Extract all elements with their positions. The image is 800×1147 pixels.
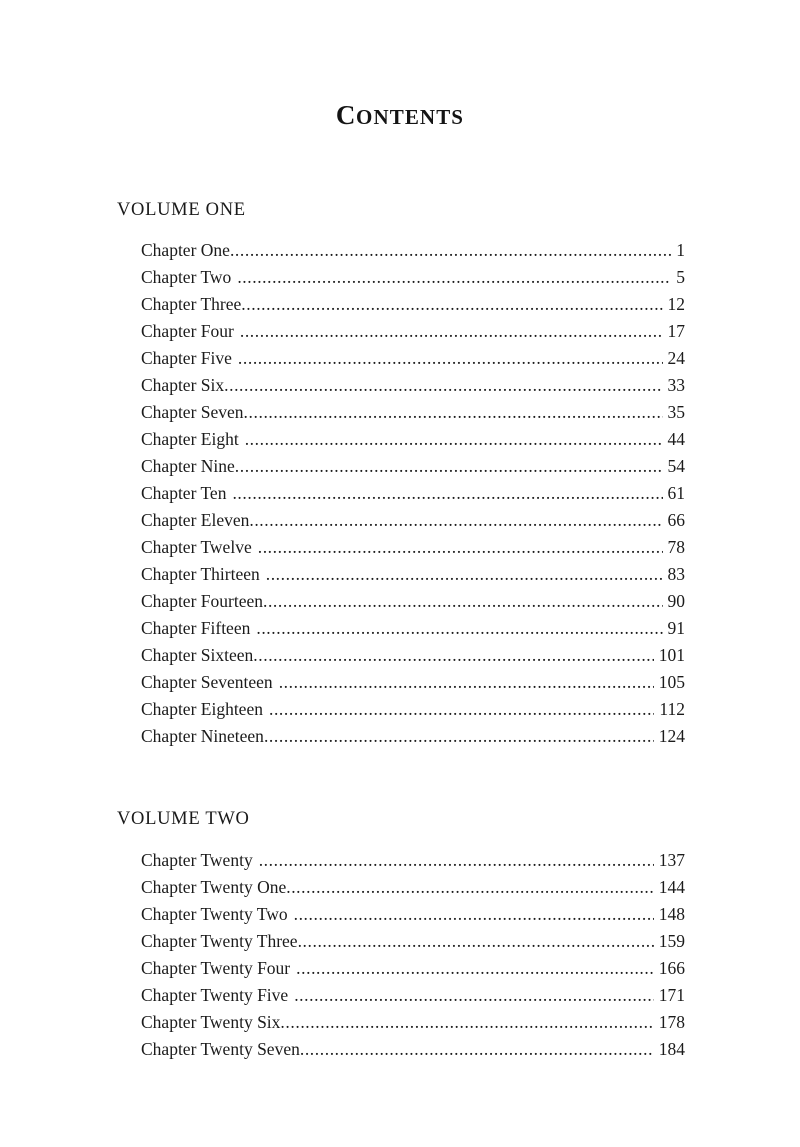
dot-leader (230, 237, 671, 264)
toc-entry-page-number: 35 (667, 402, 685, 423)
dot-leader (280, 1009, 653, 1036)
toc-entry-title: Chapter Twenty Five (141, 984, 289, 1005)
toc-entry[interactable] (141, 615, 685, 642)
toc-entry-title: Chapter Twenty Four (141, 957, 291, 978)
toc-entry-page-number: 24 (667, 348, 685, 369)
toc-entry-title: Chapter Fifteen (141, 618, 251, 639)
toc-entry[interactable] (141, 1009, 685, 1036)
toc-entry-page-number: 78 (667, 537, 685, 558)
toc-entry-page-number: 90 (667, 591, 685, 612)
toc-entry-page-number: 101 (658, 645, 685, 666)
dot-leader (266, 561, 663, 588)
dot-leader (296, 955, 654, 982)
dot-leader (269, 696, 654, 723)
dot-leader (256, 615, 662, 642)
volume-heading: VOLUME ONE (117, 200, 246, 221)
toc-entry-page-number: 44 (667, 429, 685, 450)
toc-entry[interactable] (141, 534, 685, 561)
toc-entry-title: Chapter Three (141, 294, 242, 315)
volume-block (117, 199, 685, 750)
toc-entry-page-number: 159 (658, 930, 685, 951)
toc-entry-page-number: 171 (658, 984, 685, 1005)
toc-entry-title: Chapter Eighteen (141, 699, 263, 720)
toc-entry-title: Chapter Twenty Seven (141, 1038, 300, 1059)
toc-entry-page-number: 33 (667, 375, 685, 396)
toc-entry-title: Chapter Nineteen (141, 726, 264, 747)
toc-entry[interactable] (141, 982, 685, 1009)
toc-entry-page-number: 112 (659, 699, 685, 720)
toc-entry-title: Chapter Sixteen (141, 645, 254, 666)
dot-leader (245, 426, 663, 453)
toc-entry-title: Chapter One (141, 240, 230, 261)
toc-entry-page-number: 91 (667, 618, 685, 639)
toc-entry-page-number: 83 (667, 564, 685, 585)
dot-leader (235, 453, 663, 480)
dot-leader (249, 507, 662, 534)
toc-entry-title: Chapter Seventeen (141, 672, 273, 693)
toc-entry-title: Chapter Eight (141, 429, 239, 450)
toc-entry-page-number: 17 (667, 321, 685, 342)
dot-leader (238, 345, 663, 372)
toc-entry-title: Chapter Ten (141, 483, 227, 504)
toc-entry[interactable] (141, 696, 685, 723)
toc-entry[interactable] (141, 318, 685, 345)
dot-leader (286, 874, 654, 901)
toc-entry-title: Chapter Two (141, 267, 232, 288)
toc-entry-title: Chapter Eleven (141, 510, 250, 531)
toc-entry-page-number: 144 (658, 876, 685, 897)
page-title (0, 18, 800, 129)
toc-entry[interactable] (141, 588, 685, 615)
toc-entry-page-number: 178 (658, 1011, 685, 1032)
toc-entry-page-number: 66 (667, 510, 685, 531)
dot-leader (294, 982, 654, 1009)
toc-entry[interactable] (141, 372, 685, 399)
page-title-rest: ONTENTS (356, 105, 465, 130)
dot-leader (300, 1036, 654, 1063)
dot-leader (263, 588, 663, 615)
toc-entry-title: Chapter Twelve (141, 537, 252, 558)
dot-leader (240, 318, 663, 345)
toc-entry-page-number: 124 (658, 726, 685, 747)
toc-entry-title: Chapter Twenty Three (141, 930, 298, 951)
toc-entry-title: Chapter Twenty Six (141, 1011, 281, 1032)
volume-heading: VOLUME TWO (117, 809, 250, 830)
dot-leader (258, 534, 663, 561)
dot-leader (253, 642, 653, 669)
toc-content (0, 147, 800, 1062)
toc-entry-page-number: 105 (658, 672, 685, 693)
chapter-list (117, 237, 685, 750)
dot-leader (241, 291, 662, 318)
toc-entry[interactable] (141, 453, 685, 480)
dot-leader (244, 399, 663, 426)
toc-entry-title: Chapter Twenty One (141, 876, 287, 897)
toc-entry[interactable] (141, 480, 685, 507)
toc-entry-title: Chapter Twenty Two (141, 903, 288, 924)
toc-entry-page-number: 184 (658, 1038, 685, 1059)
toc-entry[interactable] (141, 264, 685, 291)
toc-entry[interactable] (141, 507, 685, 534)
toc-entry[interactable] (141, 291, 685, 318)
page-title-initial: C (335, 100, 357, 131)
dot-leader (264, 723, 654, 750)
dot-leader (279, 669, 654, 696)
toc-entry-page-number: 148 (658, 903, 685, 924)
toc-entry-title: Chapter Six (141, 375, 225, 396)
toc-entry[interactable] (141, 847, 685, 874)
toc-entry-page-number: 61 (667, 483, 685, 504)
toc-entry-title: Chapter Twenty (141, 849, 253, 870)
toc-entry-title: Chapter Seven (141, 402, 244, 423)
toc-entry-title: Chapter Nine (141, 456, 235, 477)
toc-entry[interactable] (141, 561, 685, 588)
toc-entry-page-number: 12 (667, 294, 685, 315)
toc-entry-title: Chapter Five (141, 348, 232, 369)
dot-leader (232, 480, 662, 507)
toc-entry[interactable] (141, 345, 685, 372)
toc-entry-page-number: 5 (676, 267, 685, 288)
toc-entry[interactable] (141, 901, 685, 928)
toc-entry-title: Chapter Four (141, 321, 234, 342)
chapter-list (117, 847, 685, 1063)
dot-leader (259, 847, 654, 874)
dot-leader (237, 264, 671, 291)
toc-entry[interactable] (141, 642, 685, 669)
toc-entry-page-number: 1 (676, 240, 685, 261)
toc-entry[interactable] (141, 399, 685, 426)
toc-entry-title: Chapter Thirteen (141, 564, 260, 585)
toc-entry-title: Chapter Fourteen (141, 591, 263, 612)
volume-block (117, 808, 685, 1062)
toc-entry[interactable] (141, 955, 685, 982)
toc-entry-page-number: 166 (658, 957, 685, 978)
toc-entry-page-number: 54 (667, 456, 685, 477)
toc-page (0, 18, 800, 1147)
dot-leader (224, 372, 662, 399)
toc-entry[interactable] (141, 426, 685, 453)
toc-entry[interactable] (141, 1036, 685, 1063)
toc-entry-page-number: 137 (658, 849, 685, 870)
toc-entry[interactable] (141, 928, 685, 955)
dot-leader (294, 901, 654, 928)
toc-entry[interactable] (141, 723, 685, 750)
dot-leader (298, 928, 654, 955)
toc-entry[interactable] (141, 874, 685, 901)
toc-entry[interactable] (141, 669, 685, 696)
toc-entry[interactable] (141, 237, 685, 264)
